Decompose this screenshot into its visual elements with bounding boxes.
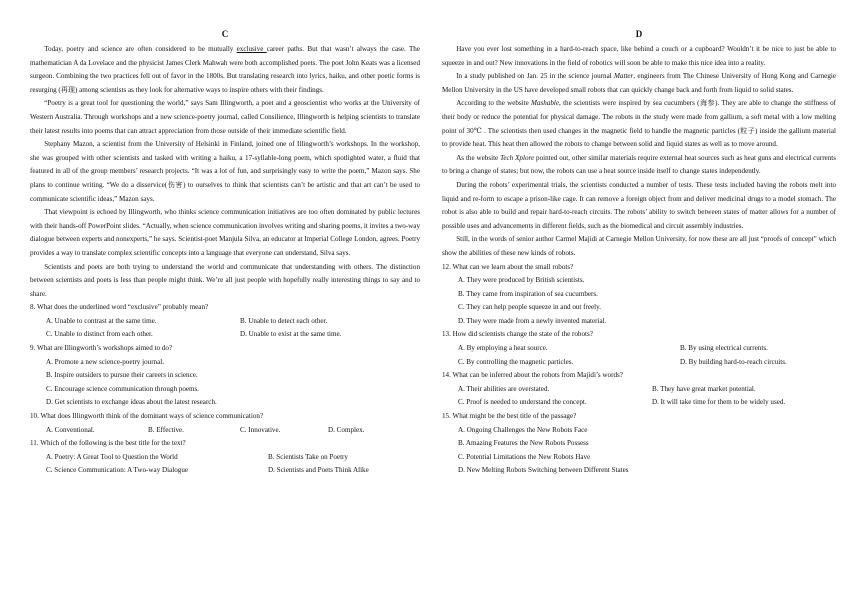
paragraph-text: According to the website [456, 99, 532, 108]
question-10: 10. What does Illingworth think of the dominant ways of science communication? [30, 412, 264, 421]
question-10-option-c[interactable]: C. Innovative. [240, 425, 281, 434]
passage-d-paragraph-6: Still, in the words of senior author Carmel Majidi at Carnegie Mellon University, for now these are all just “proofs of concept” which show the abilities of these new kinds of robots. [442, 235, 836, 257]
passage-d-paragraph-1: Have you ever lost something in a hard-to-reach space, like behind a couch or a cupboard? Wouldn’t it be nice to just be able to squeeze in and out? New innovations in the field of robotics will soon be able to make this nice idea into a reality. [442, 45, 836, 67]
question-10-option-b[interactable]: B. Effective. [148, 425, 184, 434]
paragraph-text: In a study published on Jan. 25 in the science journal [456, 72, 615, 81]
passage-c-paragraph-4: That viewpoint is echoed by Illingworth, who thinks science communication initiatives are too often dominated by public lectures with their hands-off PowerPoint slides. “Actually, when science communication involves writing and sharing poems, it invites a two-way dialogue between experts and nonexperts,” he says. Scientist-poet Manjula Silva, an educator at Imperial College London, agrees. Poetry provides a way to translate complex scientific concepts into a language that everyone can understand, Silva says. [30, 208, 420, 257]
question-10-option-a[interactable]: A. Conventional. [46, 425, 95, 434]
passage-d-paragraph-2 [442, 70, 836, 97]
question-15: 15. What might be the best title of the passage? [442, 412, 577, 421]
paragraph-text: Today, poetry and science are often considered to be mutually [44, 45, 237, 53]
question-8-option-c[interactable]: C. Unable to distinct from each other. [46, 330, 153, 339]
question-11: 11. Which of the following is the best title for the text? [30, 439, 186, 448]
question-15-option-b[interactable]: B. Amazing Features the New Robots Possess [458, 439, 589, 448]
question-13-option-c[interactable]: C. By controlling the magnetic particles. [458, 357, 574, 366]
underlined-word-exclusive: exclusive [236, 45, 267, 53]
passage-d-paragraph-3 [442, 97, 836, 151]
question-15-option-c[interactable]: C. Potential Limitations the New Robots Have [458, 452, 591, 461]
question-12-option-d[interactable]: D. They were made from a newly invented material. [458, 316, 607, 325]
question-11-options-row-1 [30, 451, 420, 465]
paragraph-text: , the scientists were inspired by sea cucumbers (海参). They are able to change the stiffness of their body or reduce the potential for physical damage. The robots in the study were made from gallium, a soft metal with a low melting point of 30℃ . The scientists then used changes in the magnetic field to handle the magnetic particles (粒子) inside the gallium material to provide heat. This heat then allowed the robots to change between solid and liquid states as well as to move around. [442, 99, 837, 149]
question-12-option-a[interactable]: A. They were produced by British scientists. [458, 276, 585, 285]
question-9-option-c[interactable]: C. Encourage science communication through poems. [46, 384, 200, 393]
passage-c-column [30, 28, 420, 478]
question-13-option-a[interactable]: A. By employing a heat source. [458, 344, 548, 353]
question-14: 14. What can be inferred about the robots from Majidi’s words? [442, 371, 623, 380]
question-11-option-b[interactable]: B. Scientists Take on Poetry [268, 452, 348, 461]
question-12-option-c[interactable]: C. They can help people squeeze in and out freely. [458, 303, 602, 312]
question-14-option-d[interactable]: D. It will take time for them to be widely used. [652, 398, 786, 407]
question-13-option-d[interactable]: D. By building hard-to-reach circuits. [680, 357, 787, 366]
question-11-option-a[interactable]: A. Poetry: A Great Tool to Question the World [46, 452, 178, 461]
question-13: 13. How did scientists change the state of the robots? [442, 330, 593, 339]
journal-name-matter: Matter [614, 72, 634, 81]
question-14-option-c[interactable]: C. Proof is needed to understand the concept. [458, 398, 587, 407]
question-10-options-row [30, 424, 420, 438]
question-14-options-row-1 [442, 383, 836, 397]
website-name-mashable: Mashable [531, 99, 560, 108]
question-13-option-b[interactable]: B. By using electrical currents. [680, 344, 768, 353]
question-9-option-b[interactable]: B. Inspire outsiders to pursue their careers in science. [46, 371, 198, 380]
question-12: 12. What can we learn about the small robots? [442, 262, 574, 271]
question-8-option-d[interactable]: D. Unable to exist at the same time. [240, 330, 342, 339]
question-14-options-row-2 [442, 396, 836, 410]
question-11-options-row-2 [30, 464, 420, 478]
passage-d-title: D [635, 29, 643, 39]
question-15-option-d[interactable]: D. New Melting Robots Switching between Different States [458, 466, 629, 475]
passage-c-paragraph-2: “Poetry is a great tool for questioning the world,” says Sam Illingworth, a poet and a geoscientist who works at the University of Western Australia. Through workshops and a new science-poetry journal, called Consilience, Illingworth is helping scientists to translate their latest results into poems that can attract appreciation from those outside of their immediate scientific field. [30, 99, 420, 135]
paragraph-text: pointed out, other similar materials require external heat sources such as heat guns and electrical currents to bring a change of states; but now, the robots can use a heat source inside itself to change states independently. [442, 153, 836, 176]
passage-d-paragraph-5: During the robots’ experimental trials, the scientists conducted a number of tests. These tests included having the robots melt into liquid and re-form to escape a prison-like cage. It can remove a foreign object from and deliver medicinal drugs to a model stomach. The robot is also able to build and repair hard-to-reach circuits. The robots’ ability to switch between states of matter allows for a number of possible uses and advancements in different fields, such as the biomedical and circuit assembly industries. [442, 180, 836, 230]
passage-c-title: C [221, 29, 229, 39]
question-12-option-b[interactable]: B. They came from inspiration of sea cucumbers. [458, 289, 598, 298]
paragraph-text: career paths. But that wasn’t always the case. The mathematician A da Lovelace and the physicist James Clerk Mahwah were both accomplished poets. The poet John Keats was a licensed surgeon. Combining the two practices fell out of favor in the 1800s. But translating research into lyrics, haiku, and other poetic forms is resurging (再现) among scientists as they look for alternative ways to inspire others with their findings. [30, 45, 420, 94]
passage-c-paragraph-5: Scientists and poets are both trying to understand the world and communicate that understanding with others. The distinction between scientists and poets is less than people might think. We’re all just people with hopefully really interesting things to say and to share. [30, 262, 420, 298]
question-13-options-row-2 [442, 356, 836, 370]
question-10-option-d[interactable]: D. Complex. [328, 425, 365, 434]
question-15-option-a[interactable]: A. Ongoing Challenges the New Robots Face [458, 425, 588, 434]
paragraph-text: As the website [456, 153, 501, 162]
question-11-option-c[interactable]: C. Science Communication: A Two-way Dialogue [46, 466, 189, 475]
website-name-tech-xplore: Tech Xplore [500, 153, 535, 162]
passage-c-paragraph-3: Stephany Mazon, a scientist from the University of Helsinki in Finland, joined one of Illingworth’s workshops. In the workshop, she was grouped with other scientists and tasked with writing a haiku, a 17-syllable-long poem, which spotlighted water, a fluid that featured in all of the group members’ research projects. “It was a lot of fun, and surprisingly easy to write the poem,” Mazon says. She plans to continue writing. “We do a disservice(伤害) to ourselves to think that scientists can’t be artistic and that art can’t be used to communicate scientific ideas,” Mazon says. [30, 140, 420, 203]
question-8: 8. What does the underlined word “exclusive” probably mean? [30, 303, 209, 312]
question-13-options-row-1 [442, 342, 836, 356]
question-8-options-row-2 [30, 328, 420, 342]
question-14-option-a[interactable]: A. Their abilities are overstated. [458, 384, 550, 393]
question-9-option-d[interactable]: D. Get scientists to exchange ideas about the latest research. [46, 398, 217, 407]
passage-c-paragraph-1 [30, 43, 420, 97]
question-9: 9. What are Illingworth’s workshops aimed to do? [30, 344, 173, 353]
question-8-option-b[interactable]: B. Unable to detect each other. [240, 316, 328, 325]
question-8-option-a[interactable]: A. Unable to contrast at the same time. [46, 316, 157, 325]
question-11-option-d[interactable]: D. Scientists and Poets Think Alike [268, 466, 369, 475]
question-9-option-a[interactable]: A. Promote a new science-poetry journal. [46, 357, 164, 366]
passage-d-paragraph-4 [442, 152, 836, 179]
question-14-option-b[interactable]: B. They have great market potential. [652, 384, 756, 393]
question-8-options-row-1 [30, 315, 420, 329]
passage-d-column [442, 28, 836, 478]
paragraph-text: , engineers from The Chinese University of Hong Kong and Carnegie Mellon University in the US have developed small robots that can quickly change back and forth from liquid to solid states. [442, 72, 836, 94]
